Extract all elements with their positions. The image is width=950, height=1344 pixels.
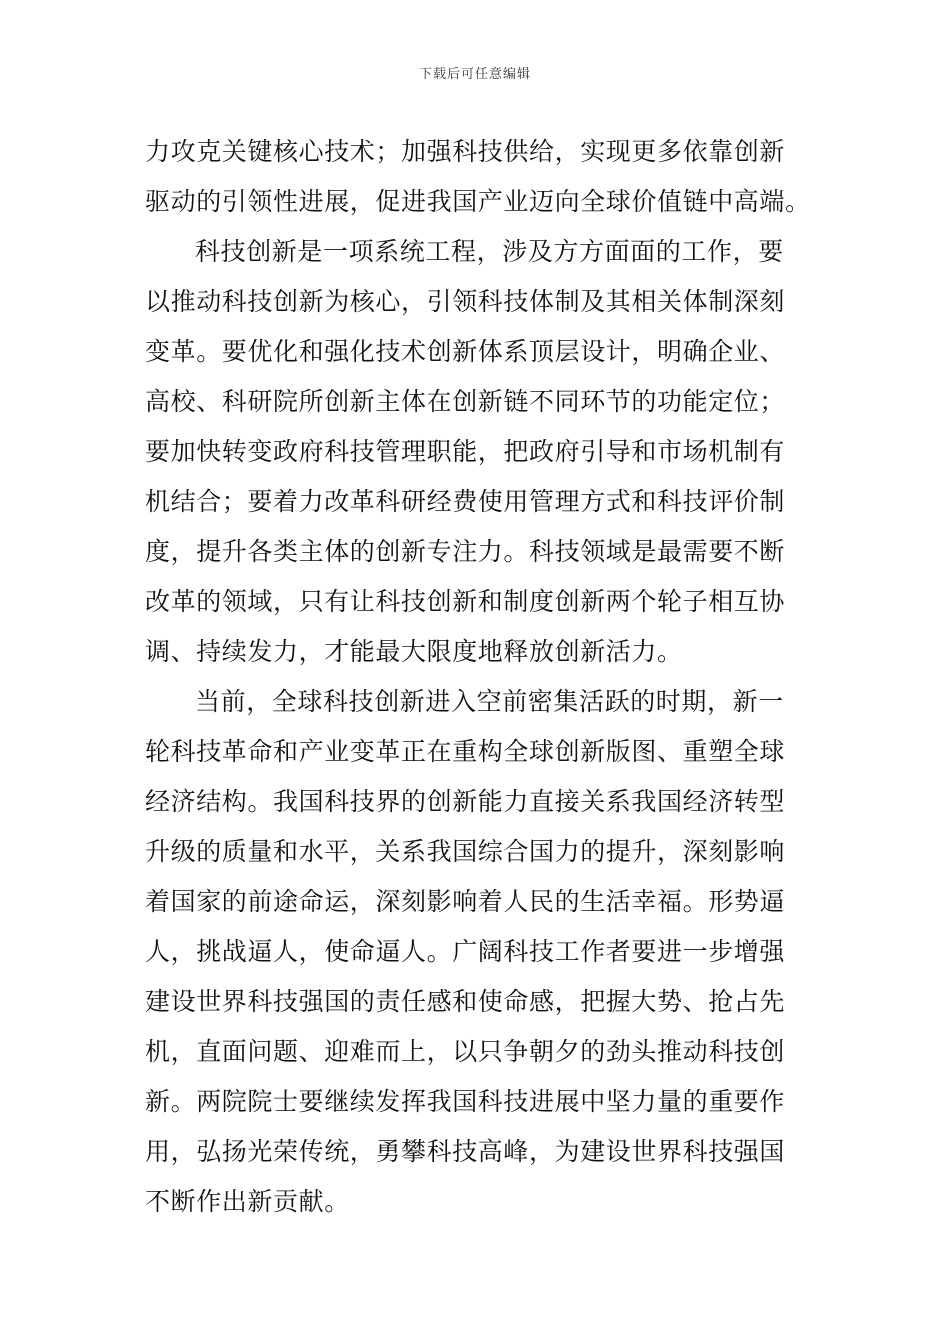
page-header: 下载后可任意编辑: [418, 67, 531, 82]
paragraph: [145, 227, 795, 677]
text-line: 度，提升各类主体的创新专注力。科技领域是最需要不断: [145, 537, 786, 566]
text-line: 要加快转变政府科技管理职能，把政府引导和市场机制有: [145, 437, 786, 466]
text-line: 人，挑战逼人，使命逼人。广阔科技工作者要进一步增强: [145, 937, 786, 966]
text-line: 改革的领域，只有让科技创新和制度创新两个轮子相互协: [145, 587, 786, 616]
text-line: 轮科技革命和产业变革正在重构全球创新版图、重塑全球: [145, 737, 786, 766]
text-line: 高校、科研院所创新主体在创新链不同环节的功能定位；: [145, 387, 786, 416]
text-line: 用，弘扬光荣传统，勇攀科技高峰，为建设世界科技强国: [145, 1137, 786, 1166]
text-line: 力攻克关键核心技术；加强科技供给，实现更多依靠创新: [145, 137, 786, 166]
document-body: [145, 127, 811, 1227]
text-line: 不断作出新贡献。: [145, 1187, 350, 1216]
text-line: 变革。要优化和强化技术创新体系顶层设计，明确企业、: [145, 337, 786, 366]
text-line: 驱动的引领性进展，促进我国产业迈向全球价值链中高端。: [145, 187, 811, 216]
text-line: 建设世界科技强国的责任感和使命感，把握大势、抢占先: [145, 987, 786, 1016]
paragraph: [145, 127, 811, 227]
text-line: 机结合；要着力改革科研经费使用管理方式和科技评价制: [145, 487, 786, 516]
text-line: 科技创新是一项系统工程，涉及方方面面的工作，要: [195, 237, 784, 266]
text-line: 以推动科技创新为核心，引领科技体制及其相关体制深刻: [145, 287, 786, 316]
text-line: 着国家的前途命运，深刻影响着人民的生活幸福。形势逼: [145, 887, 786, 916]
text-line: 新。两院院士要继续发挥我国科技进展中坚力量的重要作: [145, 1087, 786, 1116]
text-line: 经济结构。我国科技界的创新能力直接关系我国经济转型: [145, 787, 786, 816]
text-line: 调、持续发力，才能最大限度地释放创新活力。: [145, 637, 683, 666]
paragraph: [145, 677, 795, 1227]
text-line: 机，直面问题、迎难而上，以只争朝夕的劲头推动科技创: [145, 1037, 786, 1066]
text-line: 升级的质量和水平，关系我国综合国力的提升，深刻影响: [145, 837, 786, 866]
text-line: 当前，全球科技创新进入空前密集活跃的时期，新一: [195, 687, 784, 716]
